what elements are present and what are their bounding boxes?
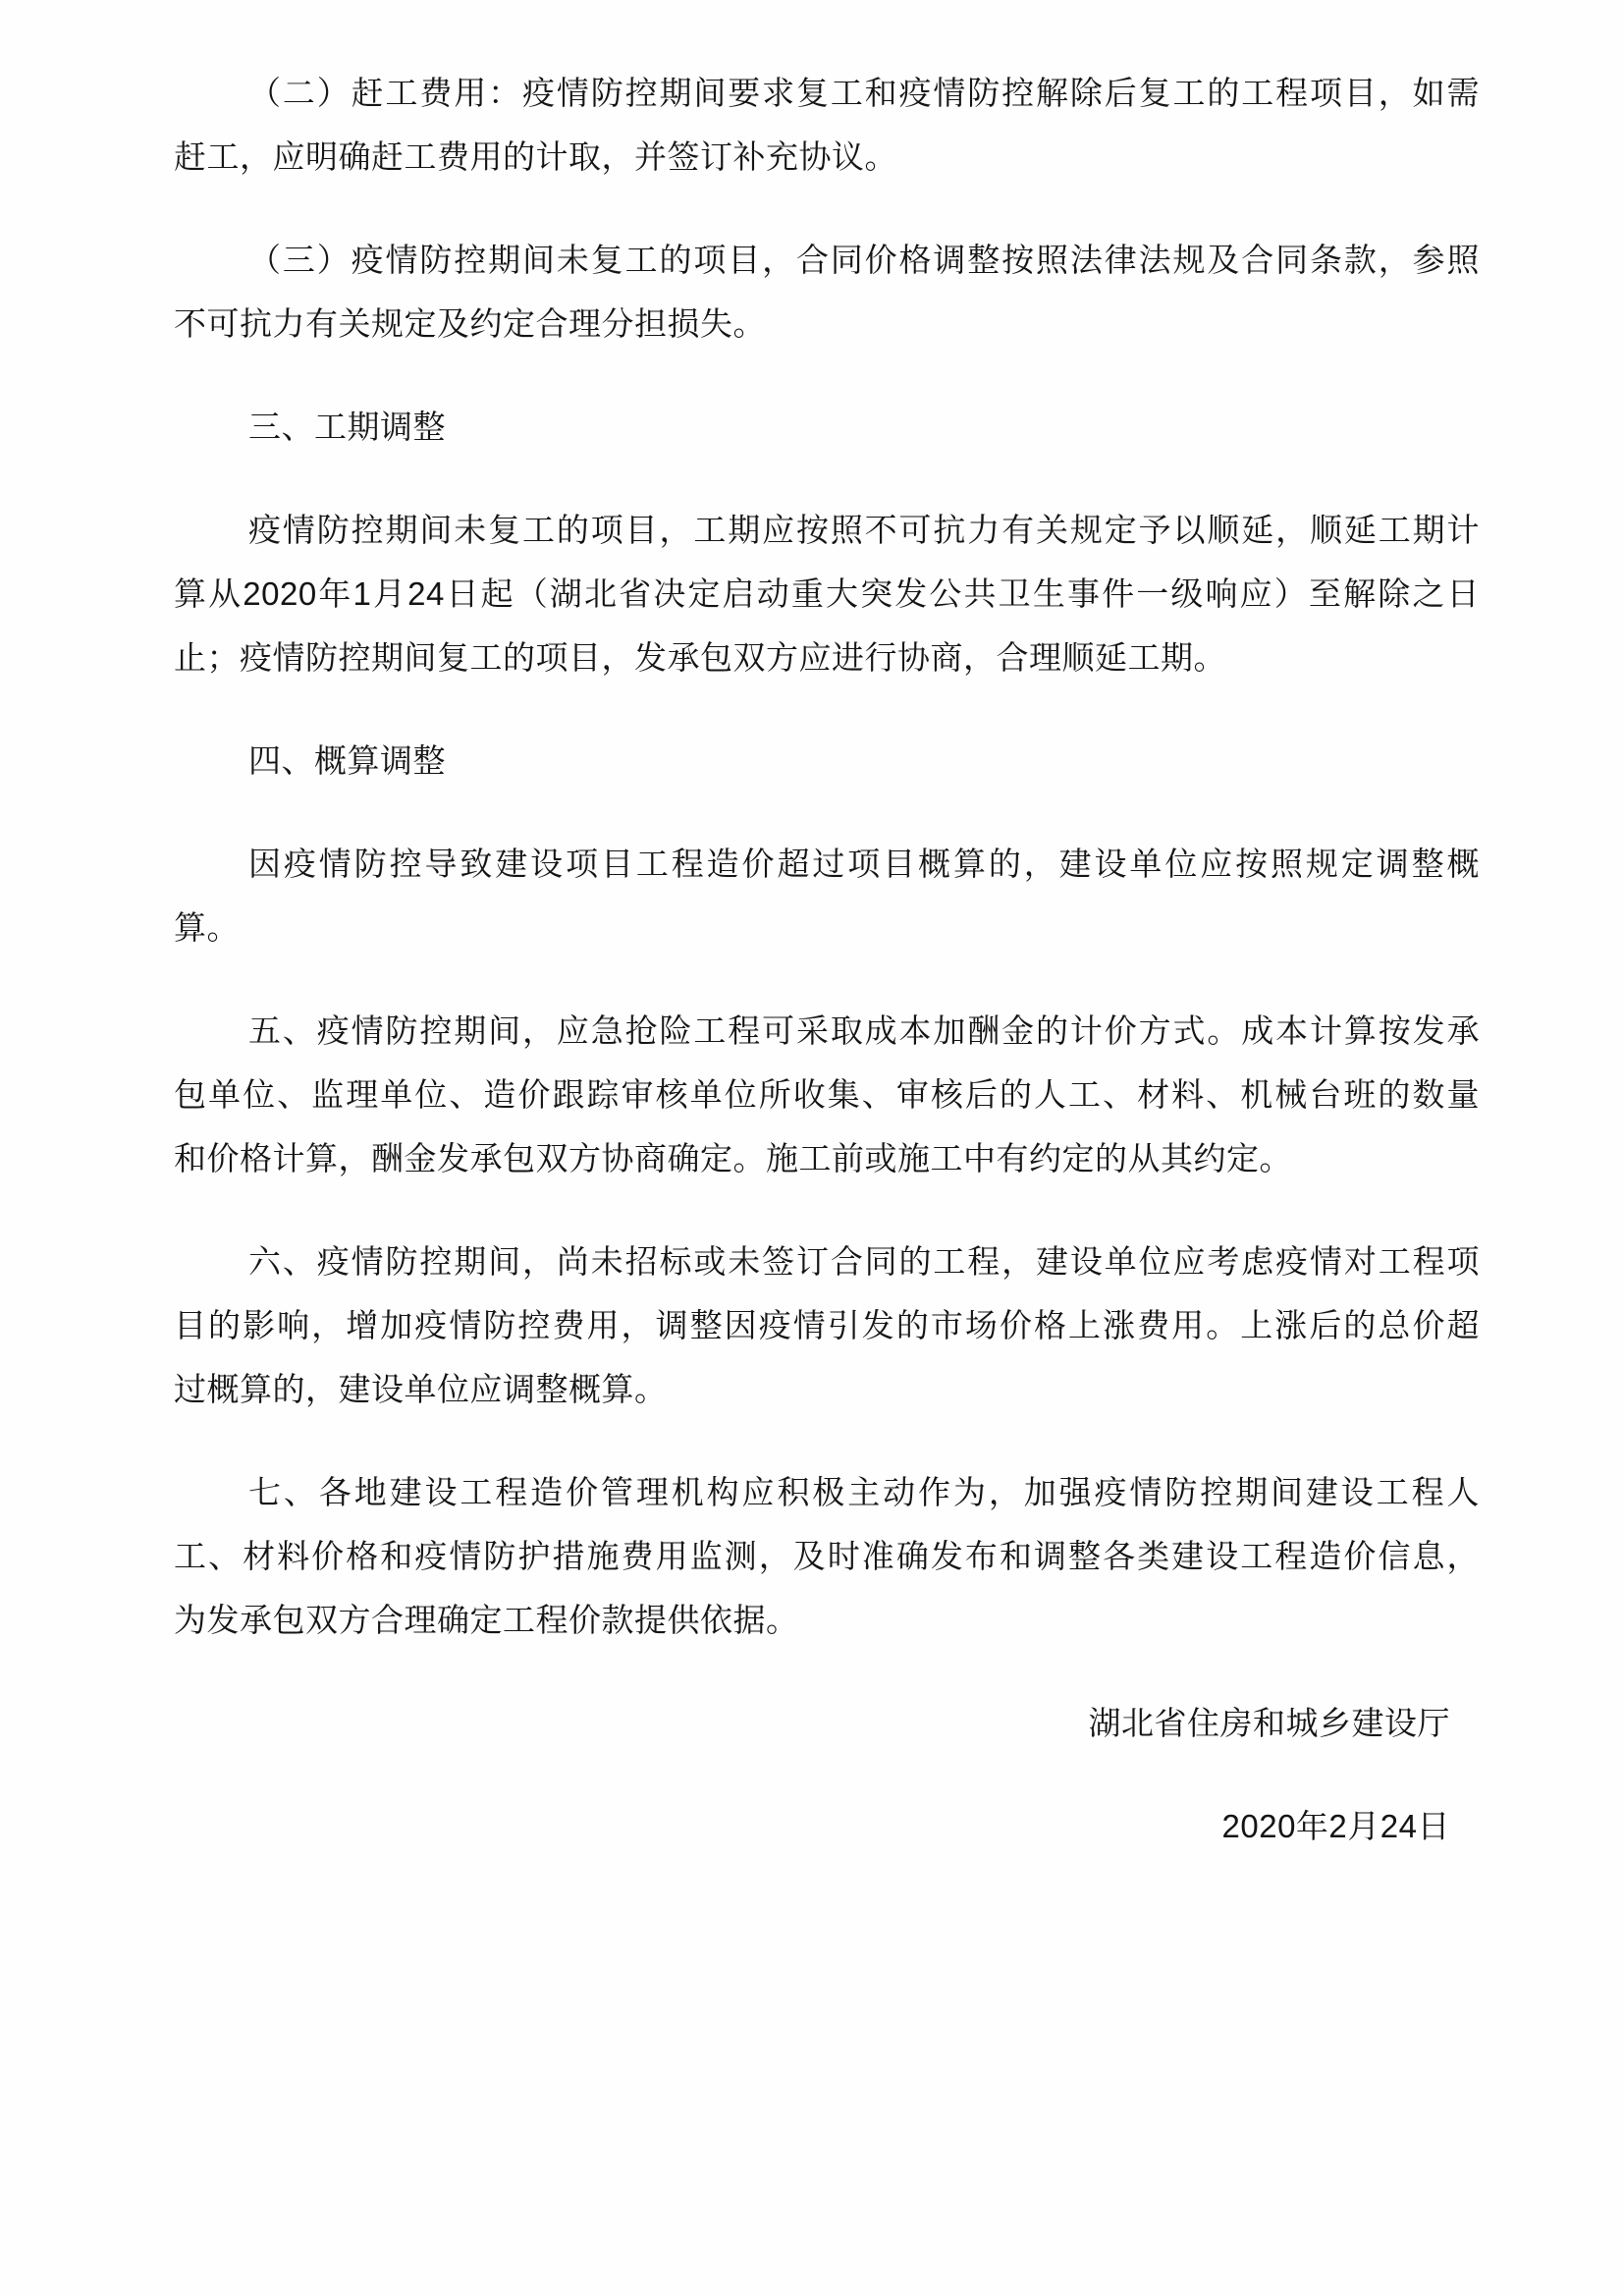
heading-text: 三、工期调整 [248,409,446,445]
text-line: 算从2020年1月24日起（湖北省决定启动重大突发公共卫生事件一级响应）至解除之日 [174,575,1480,612]
section-heading-4 [174,729,1480,793]
text-line: （三）疫情防控期间未复工的项目，合同价格调整按照法律法规及合同条款，参照 [248,242,1480,278]
text-line: 止；疫情防控期间复工的项目，发承包双方应进行协商，合理顺延工期。 [174,639,1226,676]
text-line: 工、材料价格和疫情防护措施费用监测，及时准确发布和调整各类建设工程造价信息， [174,1538,1480,1574]
text-line: 疫情防控期间未复工的项目，工期应按照不可抗力有关规定予以顺延，顺延工期计 [248,512,1480,548]
text-line: 五、疫情防控期间，应急抢险工程可采取成本加酬金的计价方式。成本计算按发承 [248,1012,1480,1049]
paragraph-section-7 [174,1460,1480,1652]
text-line: 包单位、监理单位、造价跟踪审核单位所收集、审核后的人工、材料、机械台班的数量 [174,1076,1480,1113]
text-line: 过概算的，建设单位应调整概算。 [174,1371,668,1407]
text-line: 因疫情防控导致建设项目工程造价超过项目概算的，建设单位应按照规定调整概 [248,846,1480,882]
text-line: （二）赶工费用：疫情防控期间要求复工和疫情防控解除后复工的工程项目，如需 [248,75,1480,111]
text-line: 七、各地建设工程造价管理机构应积极主动作为，加强疫情防控期间建设工程人 [248,1474,1480,1510]
paragraph-section-5 [174,999,1480,1190]
date-block [174,1794,1480,1858]
section-heading-3 [174,395,1480,459]
paragraph-schedule-adjustment [174,498,1480,689]
text-line: 不可抗力有关规定及约定合理分担损失。 [174,305,766,342]
heading-text: 四、概算调整 [248,742,446,779]
text-line: 和价格计算，酬金发承包双方协商确定。施工前或施工中有约定的从其约定。 [174,1140,1292,1176]
text-line: 为发承包双方合理确定工程价款提供依据。 [174,1602,799,1638]
text-line: 赶工，应明确赶工费用的计取，并签订补充协议。 [174,138,897,175]
issue-date: 2020年2月24日 [1221,1808,1450,1844]
paragraph-item-2 [174,61,1480,189]
issuing-authority: 湖北省住房和城乡建设厅 [1088,1705,1450,1741]
text-line: 目的影响，增加疫情防控费用，调整因疫情引发的市场价格上涨费用。上涨后的总价超 [174,1307,1480,1343]
paragraph-estimate-adjustment [174,832,1480,959]
text-line: 算。 [174,909,240,946]
paragraph-item-3 [174,228,1480,355]
paragraph-section-6 [174,1230,1480,1421]
signature-block [174,1691,1480,1755]
text-line: 六、疫情防控期间，尚未招标或未签订合同的工程，建设单位应考虑疫情对工程项 [248,1243,1480,1280]
